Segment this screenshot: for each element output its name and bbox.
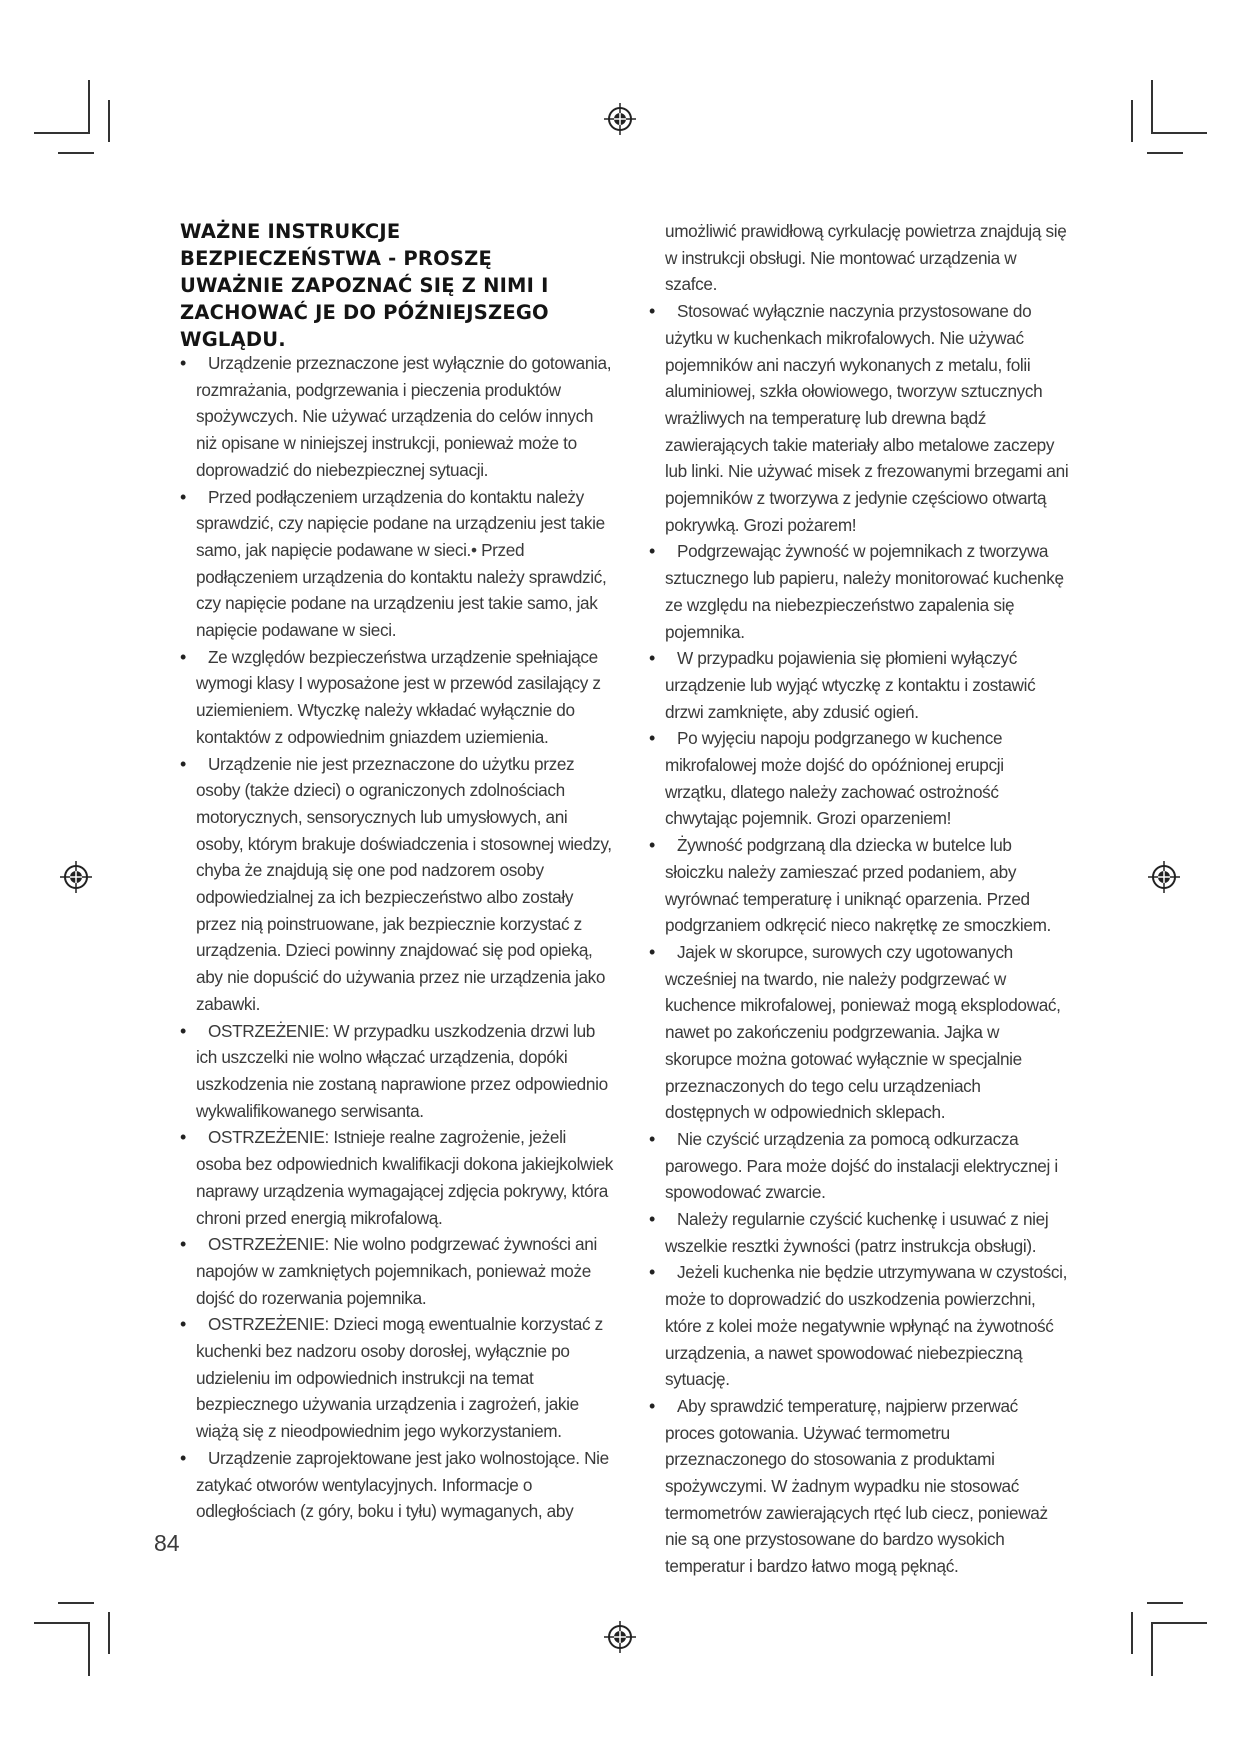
registration-mark-icon bbox=[1147, 860, 1181, 894]
list-item bbox=[180, 1018, 615, 1125]
registration-mark-icon bbox=[603, 1620, 637, 1654]
list-item bbox=[649, 1393, 1069, 1580]
list-item bbox=[649, 645, 1069, 725]
list-item-text: Jeżeli kuchenka nie będzie utrzymywana w czystości, może to doprowadzić do uszkodzenia powierzchni, które z kolei może negatywnie wpłynąć na żywotność urządzenia, a nawet spowodować niebezpieczną sytuację. bbox=[665, 1262, 1068, 1390]
registration-mark-icon bbox=[603, 102, 637, 136]
crop-mark-icon bbox=[58, 1602, 94, 1604]
list-item bbox=[649, 832, 1069, 939]
bullet: • bbox=[180, 1314, 186, 1335]
bullet: • bbox=[649, 648, 655, 669]
crop-mark-icon bbox=[88, 80, 90, 134]
list-item bbox=[649, 1259, 1069, 1393]
list-item-text: Urządzenie przeznaczone jest wyłącznie do gotowania, rozmrażania, podgrzewania i pieczenia produktów spożywczych. Nie używać urządzenia do celów innych niż opisane w niniejszej instrukcji, ponieważ może to doprowadzić do niebezpiecznej sytuacji. bbox=[196, 353, 612, 480]
crop-mark-icon bbox=[88, 1622, 90, 1676]
registration-mark-icon bbox=[59, 860, 93, 894]
right-column bbox=[649, 218, 1069, 1580]
list-item-text: W przypadku pojawienia się płomieni wyłączyć urządzenie lub wyjąć wtyczkę z kontaktu i zostawić drzwi zamknięte, aby zdusić ogień. bbox=[665, 648, 1036, 722]
crop-mark-icon bbox=[1131, 1612, 1133, 1654]
list-item bbox=[649, 1126, 1069, 1206]
bullet: • bbox=[180, 646, 186, 667]
bullet: • bbox=[649, 1209, 655, 1230]
bullet: • bbox=[649, 1395, 655, 1416]
bullet: • bbox=[649, 728, 655, 749]
list-item-text: Przed podłączeniem urządzenia do kontaktu należy sprawdzić, czy napięcie podane na urządzeniu jest takie samo, jak napięcie podawane w sieci.• Przed podłączeniem urządzenia do kontaktu należy sprawdzić, czy napięcie podane na urządzeniu jest takie samo, jak napięcie podawane w sieci. bbox=[196, 486, 607, 641]
crop-mark-icon bbox=[1147, 1602, 1183, 1604]
crop-mark-icon bbox=[58, 152, 94, 154]
list-item bbox=[180, 644, 615, 751]
bullet: • bbox=[649, 941, 655, 962]
crop-mark-icon bbox=[1151, 80, 1153, 134]
crop-mark-icon bbox=[1151, 1622, 1207, 1624]
crop-mark-icon bbox=[34, 1622, 90, 1624]
list-item bbox=[180, 1231, 615, 1311]
list-item-text: Nie czyścić urządzenia za pomocą odkurzacza parowego. Para może dojść do instalacji elektrycznej i spowodować zwarcie. bbox=[665, 1128, 1058, 1203]
left-column bbox=[180, 350, 615, 1525]
list-item-text: Stosować wyłącznie naczynia przystosowane do użytku w kuchenkach mikrofalowych. Nie używać pojemników ani naczyń wykonanych z metalu, folii aluminiowej, szkła ołowiowego, tworzyw sztucznych wrażliwych na temperaturę lub drewna bądź zawierających takie materiały albo metalowe zaczepy lub linki. Nie używać misek z frezowanymi brzegami ani pojemników z tworzywa z jedynie częściowo otwartą pokrywką. Grozi pożarem! bbox=[665, 301, 1069, 535]
list-item bbox=[649, 538, 1069, 645]
bullet: • bbox=[180, 1234, 186, 1255]
crop-mark-icon bbox=[1151, 1622, 1153, 1676]
crop-mark-icon bbox=[108, 100, 110, 142]
list-item-text: Po wyjęciu napoju podgrzanego w kuchence mikrofalowej może dojść do opóźnionej erupcji wrzątku, dlatego należy zachować ostrożność chwytając pojemnik. Grozi oparzeniem! bbox=[665, 728, 1004, 829]
list-item-text: OSTRZEŻENIE: W przypadku uszkodzenia drzwi lub ich uszczelki nie wolno włączać urządzenia, dopóki uszkodzenia nie zostaną naprawione przez odpowiednio wykwalifikowanego serwisanta. bbox=[196, 1020, 608, 1121]
list-item bbox=[649, 939, 1069, 1126]
list-item bbox=[180, 1445, 615, 1525]
list-item bbox=[180, 1124, 615, 1231]
bullet: • bbox=[180, 753, 186, 774]
crop-mark-icon bbox=[1131, 100, 1133, 142]
list-item bbox=[649, 725, 1069, 832]
list-item-text: Żywność podgrzaną dla dziecka w butelce lub słoiczku należy zamieszać przed podaniem, aby wyrównać temperaturę i uniknąć oparzenia. Przed podgrzaniem odkręcić nieco nakrętkę ze smoczkiem. bbox=[665, 835, 1051, 936]
bullet: • bbox=[180, 486, 186, 507]
list-item-text: OSTRZEŻENIE: Nie wolno podgrzewać żywności ani napojów w zamkniętych pojemnikach, ponieważ może dojść do rozerwania pojemnika. bbox=[196, 1234, 597, 1308]
list-item bbox=[180, 484, 615, 644]
crop-mark-icon bbox=[1147, 152, 1183, 154]
crop-mark-icon bbox=[1151, 132, 1207, 134]
list-item-text: Podgrzewając żywność w pojemnikach z tworzywa sztucznego lub papieru, należy monitorować kuchenkę ze względu na niebezpieczeństwo zapalenia się pojemnika. bbox=[665, 541, 1064, 642]
continued-text: umożliwić prawidłową cyrkulację powietrza znajdują się w instrukcji obsługi. Nie montować urządzenia w szafce. bbox=[665, 221, 1067, 295]
bullet: • bbox=[180, 1020, 186, 1041]
crop-mark-icon bbox=[34, 132, 90, 134]
list-item bbox=[649, 298, 1069, 538]
list-item-text: Aby sprawdzić temperaturę, najpierw przerwać proces gotowania. Używać termometru przeznaczonego do stosowania z produktami spożywczymi. W żadnym wypadku nie stosować termometrów zawierających rtęć lub ciecz, ponieważ nie są one przystosowane do bardzo wysokich temperatur i bardzo łatwo mogą pęknąć. bbox=[665, 1395, 1048, 1577]
bullet: • bbox=[649, 1128, 655, 1149]
list-item bbox=[649, 1206, 1069, 1259]
bullet: • bbox=[649, 541, 655, 562]
list-item-text: OSTRZEŻENIE: Istnieje realne zagrożenie, jeżeli osoba bez odpowiednich kwalifikacji dokona jakiejkolwiek naprawy urządzenia wymagającej zdjęcia pokrywy, która chroni przed energią mikrofalową. bbox=[196, 1127, 614, 1228]
bullet: • bbox=[649, 301, 655, 322]
page-title: WAŻNE INSTRUKCJE BEZPIECZEŃSTWA - PROSZĘ UWAŻNIE ZAPOZNAĆ SIĘ Z NIMI I ZACHOWAĆ JE DO PÓŹNIEJSZEGO WGLĄDU. bbox=[180, 220, 549, 351]
list-item bbox=[180, 751, 615, 1018]
list-item-text: Urządzenie zaprojektowane jest jako wolnostojące. Nie zatykać otworów wentylacyjnych. Informacje o odległościach (z góry, boku i tyłu) wymaganych, aby bbox=[196, 1447, 609, 1522]
list-item-text: Urządzenie nie jest przeznaczone do użytku przez osoby (także dzieci) o ograniczonych zdolnościach motorycznych, sensorycznych lub umysłowych, ani osoby, którym brakuje doświadczenia i stosownej wiedzy, chyba że znajdują się one pod nadzorem osoby odpowiedzialnej za ich bezpieczeństwo albo zostały przez nią poinstruowane, jak bezpiecznie korzystać z urządzenia. Dzieci powinny znajdować się pod opieką, aby nie dopuścić do używania przez nie urządzenia jako zabawki. bbox=[196, 753, 612, 1014]
page-number: 84 bbox=[154, 1530, 180, 1556]
list-item-text: Jajek w skorupce, surowych czy ugotowanych wcześniej na twardo, nie należy podgrzewać w kuchence mikrofalowej, ponieważ mogą eksplodować, nawet po zakończeniu podgrzewania. Jajka w skorupce można gotować wyłącznie w specjalnie przeznaczonych do tego celu urządzeniach dostępnych w odpowiednich sklepach. bbox=[665, 941, 1061, 1123]
list-item bbox=[180, 1311, 615, 1445]
list-item bbox=[180, 350, 615, 484]
bullet: • bbox=[649, 835, 655, 856]
list-item-text: OSTRZEŻENIE: Dzieci mogą ewentualnie korzystać z kuchenki bez nadzoru osoby dorosłej, wyłącznie po udzieleniu im odpowiednich instrukcji na temat bezpiecznego używania urządzenia i zagrożeń, jakie wiążą się z nieodpowiednim jego wykorzystaniem. bbox=[196, 1314, 603, 1442]
bullet: • bbox=[180, 1447, 186, 1468]
crop-mark-icon bbox=[108, 1612, 110, 1654]
list-item-text: Ze względów bezpieczeństwa urządzenie spełniające wymogi klasy I wyposażone jest w przewód zasilający z uziemieniem. Wtyczkę należy wkładać wyłącznie do kontaktów z odpowiednim gniazdem uziemienia. bbox=[196, 646, 601, 747]
bullet: • bbox=[649, 1262, 655, 1283]
list-item-text: Należy regularnie czyścić kuchenkę i usuwać z niej wszelkie resztki żywności (patrz instrukcja obsługi). bbox=[665, 1209, 1049, 1256]
bullet: • bbox=[180, 1127, 186, 1148]
bullet: • bbox=[180, 353, 186, 373]
